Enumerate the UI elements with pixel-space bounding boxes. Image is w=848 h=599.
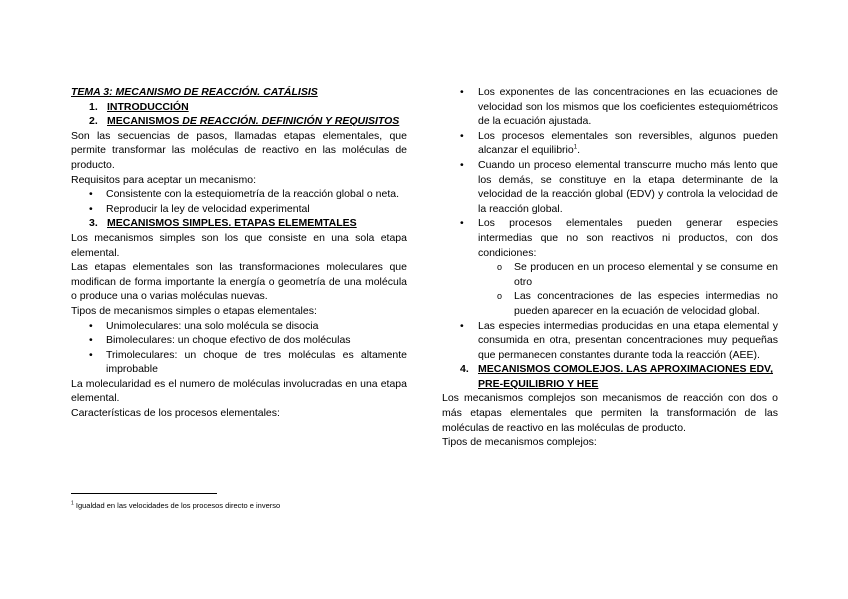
heading-number: 4.: [460, 363, 469, 376]
right-column: [442, 85, 778, 450]
heading-mecanismos-complejos: [460, 362, 778, 391]
footnote-mark: 1: [71, 500, 74, 507]
list-item-text: Los procesos elementales son reversibles, algunos pueden alcanzar el equilibrio: [478, 129, 778, 157]
list-item: • Trimoleculares: un choque de tres moléculas es altamente improbable: [71, 348, 407, 377]
sublist-item: o Se producen en un proceso elemental y se consume en otro: [442, 260, 778, 289]
list-item: • Unimoleculares: una solo molécula se disocia: [71, 319, 407, 334]
tipos-list: [71, 319, 407, 377]
heading-mecanismos-definicion: [89, 114, 407, 129]
paragraph-etapas: Las etapas elementales son las transformaciones moleculares que modifican de forma importante la energía o geometría de una molécula o produce una o varias moléculas nuevas.: [71, 261, 407, 303]
list-item: [442, 129, 778, 158]
document-title: TEMA 3: MECANISMO DE REACCIÓN. CATÁLISIS: [71, 86, 318, 98]
paragraph-requisitos-intro: Requisitos para aceptar un mecanismo:: [71, 173, 257, 186]
list-item-end: .: [577, 144, 580, 157]
footnote: [71, 501, 280, 511]
list-item: • Reproducir la ley de velocidad experimental: [71, 202, 407, 217]
sublist-item: o Las concentraciones de las especies intermedias no pueden aparecer en la ecuación de velocidad global.: [442, 289, 778, 318]
condiciones-sublist: [442, 260, 778, 318]
paragraph-tipos-intro: Tipos de mecanismos simples o etapas elementales:: [71, 304, 317, 317]
heading-introduccion: [89, 100, 407, 115]
caracteristicas-list: [442, 85, 778, 362]
left-column: [71, 85, 407, 421]
heading-number: 2.: [89, 115, 98, 128]
footnote-separator: [71, 493, 217, 494]
footnote-text: Igualdad en las velocidades de los procesos directo e inverso: [75, 501, 281, 510]
paragraph-simples: Los mecanismos simples son los que consiste en una sola etapa elemental.: [71, 231, 407, 259]
requisitos-list: [71, 187, 407, 216]
list-item: • Las especies intermedias producidas en una etapa elemental y consumida en otra, presentan concentraciones muy pequeñas que permanecen constantes durante toda la reacción (AEE).: [442, 319, 778, 363]
heading-text: MECANISMOS COMOLEJOS. LAS APROXIMACIONES EDV, PRE-EQUILIBRIO Y HEE: [478, 363, 774, 390]
paragraph-caracteristicas-intro: Características de los procesos elementales:: [71, 407, 280, 420]
list-item: • Consistente con la estequiometría de la reacción global o neta.: [71, 187, 407, 202]
paragraph-complejos: Los mecanismos complejos son mecanismos de reacción con dos o más etapas elementales que permiten la transformación de las moléculas de reactivo en las moléculas de producto.: [442, 392, 778, 434]
list-item: [442, 216, 778, 318]
heading-text: INTRODUCCIÓN: [107, 100, 189, 113]
heading-text: [107, 114, 399, 129]
footnote-reference[interactable]: 1: [573, 144, 578, 151]
paragraph-molecularidad: La molecularidad es el numero de moléculas involucradas en una etapa elemental.: [71, 377, 407, 405]
heading-number: 3.: [89, 217, 98, 230]
list-item: • Cuando un proceso elemental transcurre mucho más lento que los demás, se constituye en la etapa determinante de la velocidad de la reacción global (EDV) y controla la velocidad de la reacción global.: [442, 158, 778, 216]
heading-mecanismos-simples: [89, 216, 407, 231]
heading-text-part: MECANISMOS: [107, 115, 183, 128]
list-item-text: Los procesos elementales pueden generar especies intermedias que no son reactivos ni productos, con dos condiciones:: [478, 217, 778, 259]
list-item: • Los exponentes de las concentraciones en las ecuaciones de velocidad son los mismos que los coeficientes estequiométricos de la ecuación ajustada.: [442, 85, 778, 129]
heading-text: MECANISMOS SIMPLES. ETAPAS ELEMEMTALES: [107, 217, 357, 230]
paragraph-tipos-complejos: Tipos de mecanismos complejos:: [442, 436, 597, 449]
paragraph-definition: Son las secuencias de pasos, llamadas etapas elementales, que permite transformar las moléculas de reactivo en las moléculas de producto.: [71, 129, 407, 171]
heading-text-italic: DE REACCIÓN. DEFINICIÓN Y REQUISITOS: [182, 115, 400, 128]
heading-number: 1.: [89, 100, 98, 113]
list-item: • Bimoleculares: un choque efectivo de dos moléculas: [71, 333, 407, 348]
